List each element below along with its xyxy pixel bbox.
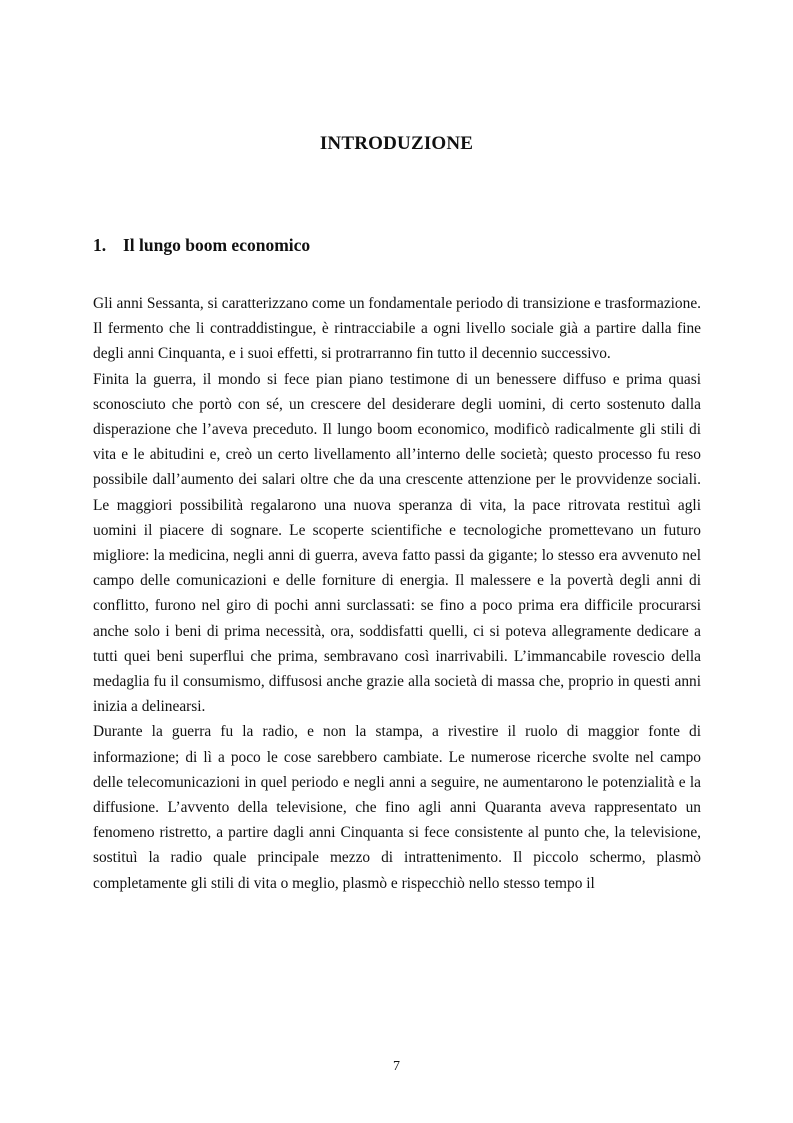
paragraph-2: Finita la guerra, il mondo si fece pian piano testimone di un benessere diffuso e prima quasi sconosciuto che portò con sé, un crescere del desiderare degli uomini, di certo sostenuto dalla disperazione che l’aveva preceduto. Il lungo boom economico, modificò radicalmente gli stili di vita e le abitudini e, creò un certo livellamento all’interno delle società; questo processo fu reso possibile dall’aumento dei salari oltre che da una crescente attenzione per le provvidenze sociali. Le maggiori possibilità regalarono una nuova speranza di vita, la pace ritrovata restituì agli uomini il piacere di sognare. Le scoperte scientifiche e tecnologiche promettevano un futuro migliore: la medicina, negli anni di guerra, aveva fatto passi da gigante; lo stesso era avvenuto nel campo delle comunicazioni e delle forniture di energia. Il malessere e la povertà degli anni di conflitto, furono nel giro di pochi anni surclassati: se fino a poco prima era difficile procurarsi anche solo i beni di prima necessità, ora, soddisfatti quelli, ci si poteva allegramente dedicare a tutti quei beni superflui che prima, sembravano così inarrivabili. L’immancabile rovescio della medaglia fu il consumismo, diffusosi anche grazie alla società di massa che, proprio in questi anni inizia a delinearsi. xyxy=(93,370,701,716)
section-heading-text: Il lungo boom economico xyxy=(123,235,311,255)
page-number: 7 xyxy=(393,1059,400,1074)
section-number: 1. xyxy=(93,235,107,255)
section-heading xyxy=(93,235,310,256)
page-title: INTRODUZIONE xyxy=(319,133,474,154)
paragraph-1: Gli anni Sessanta, si caratterizzano come un fondamentale periodo di transizione e trasformazione. Il fermento che li contraddistingue, è rintracciabile a ogni livello sociale già a partire dalla fine degli anni Cinquanta, e i suoi effetti, si protrarranno fin tutto il decennio successivo. xyxy=(93,295,701,363)
body-text xyxy=(93,291,701,896)
paragraph-3: Durante la guerra fu la radio, e non la stampa, a rivestire il ruolo di maggior fonte di informazione; di lì a poco le cose sarebbero cambiate. Le numerose ricerche svolte nel campo delle telecomunicazioni in quel periodo e negli anni a seguire, ne aumentarono le potenzialità e la diffusione. L’avvento della televisione, che fino agli anni Quaranta aveva rappresentato un fenomeno ristretto, a partire dagli anni Cinquanta si fece consistente al punto che, la televisione, sostituì la radio quale principale mezzo di intrattenimento. Il piccolo schermo, plasmò completamente gli stili di vita o meglio, plasmò e rispecchiò nello stesso tempo il xyxy=(93,723,701,892)
